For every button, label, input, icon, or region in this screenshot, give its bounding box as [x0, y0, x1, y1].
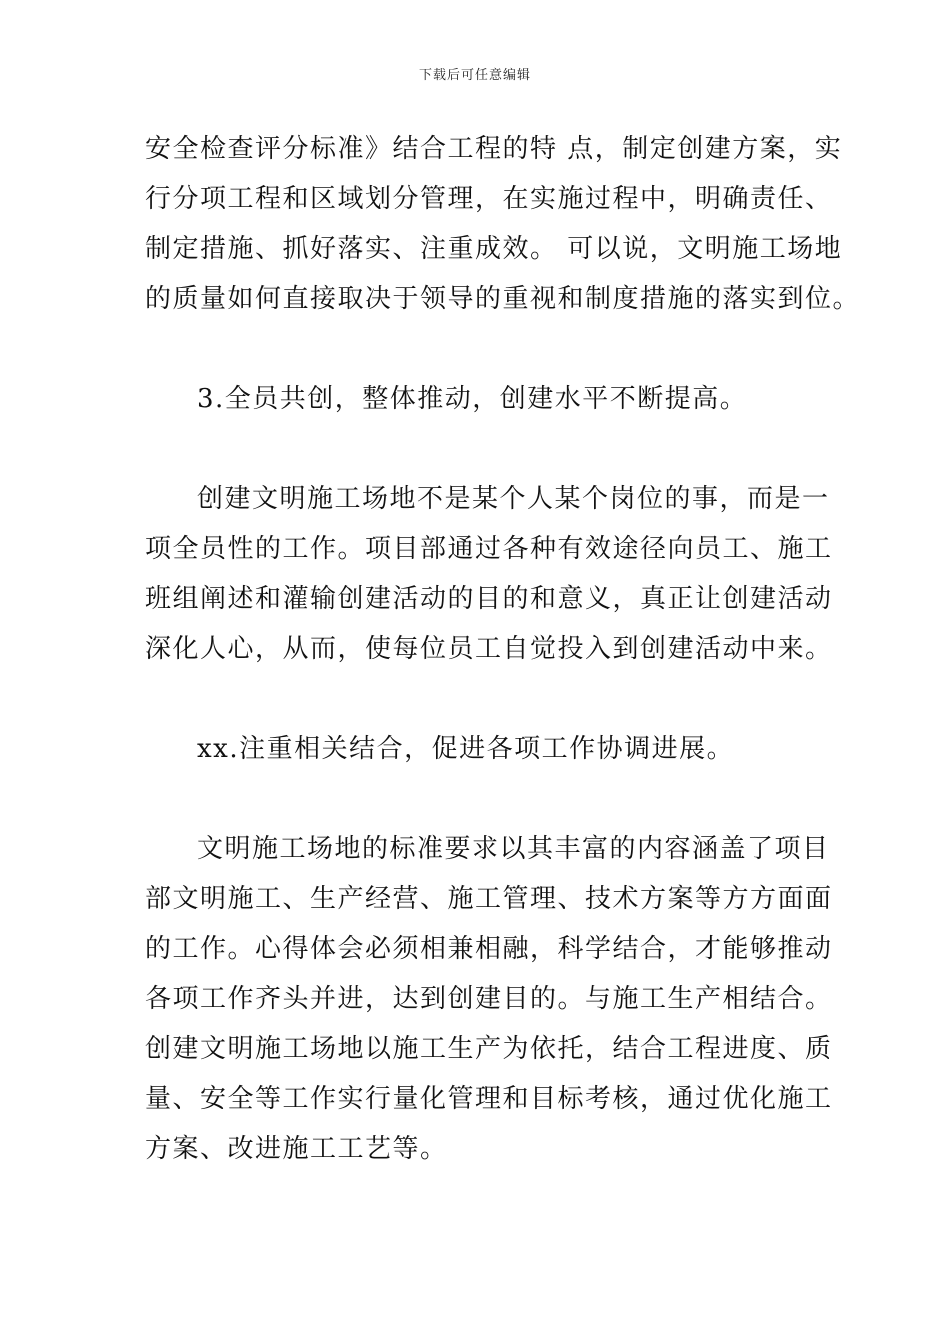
- paragraph-line: 制定措施、抓好落实、注重成效。 可以说，文明施工场地: [145, 234, 843, 264]
- section-heading: 3.全员共创，整体推动，创建水平不断提高。: [197, 384, 748, 414]
- paragraph-line: 的工作。心得体会必须相兼相融，科学结合，才能够推动: [145, 934, 833, 964]
- paragraph-line: 深化人心，从而，使每位员工自觉投入到创建活动中来。: [145, 634, 833, 664]
- paragraph-line: 的质量如何直接取决于领导的重视和制度措施的落实到位。: [145, 284, 861, 314]
- page-header: 下载后可任意编辑: [418, 68, 531, 83]
- paragraph-line: 文明施工场地的标准要求以其丰富的内容涵盖了项目: [197, 834, 830, 864]
- paragraph-line: 各项工作齐头并进，达到创建目的。与施工生产相结合。: [145, 984, 833, 1014]
- paragraph-line: 部文明施工、生产经营、施工管理、技术方案等方方面面: [145, 884, 833, 914]
- paragraph-line: 安全检查评分标准》结合工程的特 点，制定创建方案，实: [145, 134, 843, 164]
- paragraph-line: 创建文明施工场地以施工生产为依托，结合工程进度、质: [145, 1034, 833, 1064]
- paragraph-line: 项全员性的工作。项目部通过各种有效途径向员工、施工: [145, 534, 833, 564]
- section-heading: xx.注重相关结合，促进各项工作协调进展。: [197, 734, 735, 764]
- paragraph-line: 量、安全等工作实行量化管理和目标考核，通过优化施工: [145, 1084, 833, 1114]
- paragraph-line: 行分项工程和区域划分管理，在实施过程中，明确责任、: [145, 184, 833, 214]
- paragraph-line: 创建文明施工场地不是某个人某个岗位的事，而是一: [197, 484, 830, 514]
- paragraph-line: 方案、改进施工工艺等。: [145, 1134, 448, 1164]
- paragraph-line: 班组阐述和灌输创建活动的目的和意义，真正让创建活动: [145, 584, 833, 614]
